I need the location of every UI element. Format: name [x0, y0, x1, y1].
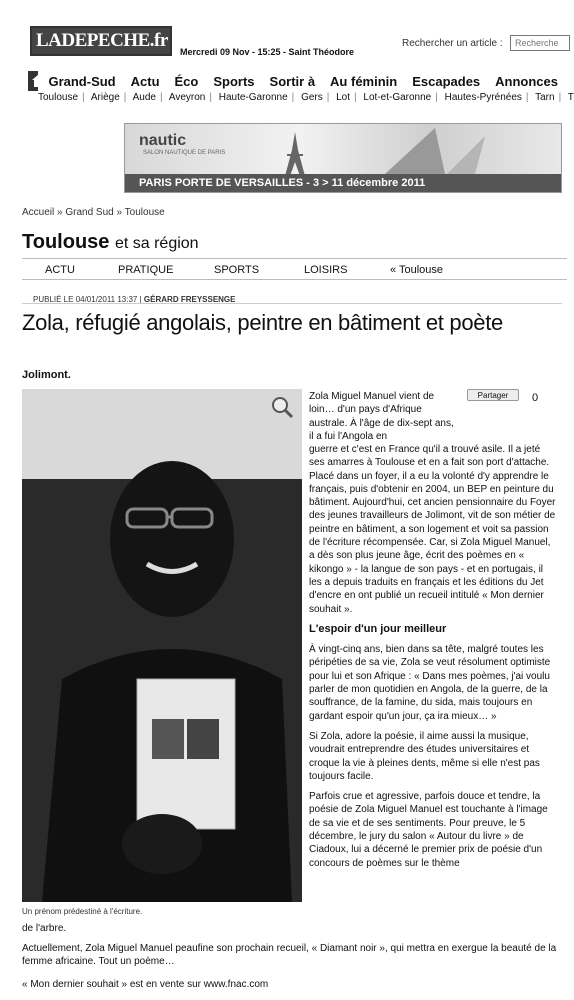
search-label: Rechercher un article : [402, 38, 503, 49]
subnav-item[interactable]: Aveyron [168, 92, 206, 103]
section-subtitle: et sa région [114, 235, 199, 252]
date-line: Mercredi 09 Nov - 15:25 - Saint Théodore [180, 47, 355, 57]
tab-sports[interactable]: SPORTS [214, 264, 260, 276]
tab-actu[interactable]: ACTU [45, 264, 75, 276]
article-column [309, 443, 557, 877]
subnav-item[interactable]: Ariège [90, 92, 120, 103]
share-count: 0 [532, 392, 539, 404]
nav-annonces[interactable]: Annonces [495, 73, 558, 89]
site-logo[interactable]: LADEPECHE.fr [30, 26, 172, 56]
paragraph: À vingt-cinq ans, bien dans sa tête, malgré toutes les péripéties de sa vie, Zola se veut résolument optimiste pour lui et son Afrique : « Dans mes poèmes, j'ai voulu parler de mon quotidien en Angola, de la guerre, de la souffrance, de la famine, du sida, mais toujours en gardant espoir qu'un jour, ça ira mieux… » [309, 644, 551, 722]
sailboat-icon [375, 126, 495, 176]
banner-brand: nautic [139, 132, 187, 149]
paragraph: de l'arbre. [22, 923, 67, 934]
article-title: Zola, réfugié angolais, peintre en bâtiment et poète [22, 310, 503, 335]
paragraph: guerre et c'est en France qu'il a trouvé asile. Il a jeté ses amarres à Toulouse et en a fait son port d'attache. Placé dans un foyer, il a eu la volonté d'y apprendre le français, puis d'obtenir en 2004, un BEP en peinture du bâtiment. Aujourd'hui, cet ancien pensionnaire du Foyer des jeunes travailleurs de Jolimont, vit de son métier de peintre en bâtiment, a son logement et voit sa passion de l'écriture récompensée. Car, si Zola Miguel Manuel, a dès son plus jeune âge, écrit des poèmes en « kikongo » - la langue de son pays - et en portugais, il les a depuis traduits en français et les éditions du Jet d'encre en ont publié un recueil intitulé « Mon dernier souhait ». [309, 444, 556, 615]
subnav-item[interactable]: Hautes-Pyrénées [444, 92, 522, 103]
breadcrumb[interactable]: Accueil » Grand Sud » Toulouse [22, 207, 165, 218]
subnav-item[interactable]: Haute-Garonne [218, 92, 288, 103]
tab-pratique[interactable]: PRATIQUE [118, 264, 174, 276]
search-input[interactable] [510, 35, 570, 51]
subnav-item[interactable]: Lot [336, 92, 351, 103]
section-tabs [22, 258, 567, 280]
author: GÉRARD FREYSSENGE [143, 295, 236, 304]
nav-escapades[interactable]: Escapades [412, 73, 481, 89]
sub-nav: Toulouse | Ariège | Aude | Aveyron | Haute-Garonne | Gers | Lot | Lot-et-Garonne | Hautes-Pyrénées | Tarn | T [38, 92, 574, 103]
subnav-item[interactable]: T [567, 92, 574, 103]
subnav-item[interactable]: Toulouse [38, 92, 79, 103]
tab-toulouse[interactable]: « Toulouse [390, 264, 444, 276]
section-title [22, 231, 199, 254]
eiffel-tower-icon [275, 132, 315, 177]
article-place: Jolimont. [22, 369, 71, 381]
section-title-main: Toulouse [22, 231, 110, 253]
home-icon[interactable] [28, 71, 38, 91]
nav-au-feminin[interactable]: Au féminin [330, 73, 398, 89]
ad-banner[interactable] [124, 123, 562, 193]
subnav-item[interactable]: Tarn [535, 92, 555, 103]
tab-loisirs[interactable]: LOISIRS [304, 264, 348, 276]
portrait-image [22, 389, 302, 902]
subnav-item[interactable]: Gers [301, 92, 323, 103]
subnav-item[interactable]: Lot-et-Garonne [363, 92, 432, 103]
paragraph: Actuellement, Zola Miguel Manuel peaufine son prochain recueil, « Diamant noir », qui mettra en exergue la beauté de la femme africaine. Tout un poème… [22, 943, 557, 968]
article-intro: Zola Miguel Manuel vient de loin… d'un pays d'Afrique australe. À l'âge de dix-sept ans, il a fui l'Angola en [309, 391, 454, 442]
article-photo[interactable] [22, 389, 302, 902]
paragraph: « Mon dernier souhait » est en vente sur www.fnac.com [22, 979, 269, 990]
paragraph: Parfois crue et agressive, parfois douce et tendre, la poésie de Zola Miguel Manuel est touchante à l'image de sa vie et de ses sentiments. Pour preuve, le 5 décembre, le jury du salon « Autour du livre » de Ciadoux, lui a décerné le premier prix de poésie d'un concours de poèmes sur le thème [309, 791, 548, 869]
nav-actu[interactable]: Actu [130, 73, 160, 89]
banner-brand-sub: SALON NAUTIQUE DE PARIS [143, 150, 226, 156]
nav-eco[interactable]: Éco [174, 73, 199, 89]
main-nav [28, 70, 573, 92]
share-button[interactable]: Partager [467, 389, 519, 401]
nav-sortir[interactable]: Sortir à [269, 73, 316, 89]
photo-caption: Un prénom prédestiné à l'écriture. [22, 907, 143, 916]
divider [22, 303, 562, 304]
zoom-icon[interactable] [270, 395, 294, 419]
nav-sports[interactable]: Sports [213, 73, 255, 89]
nav-grand-sud[interactable]: Grand-Sud [48, 73, 116, 89]
subnav-item[interactable]: Aude [132, 92, 156, 103]
published-date: PUBLIÉ LE 04/01/2011 13:37 | [33, 295, 142, 304]
paragraph: Si Zola, adore la poésie, il aime aussi la musique, voudrait entreprendre des études universitaires et croque la vie à pleines dents, même si elle n'est pas toujours facile. [309, 730, 540, 782]
banner-text: PARIS PORTE DE VERSAILLES - 3 > 11 décembre 2011 [125, 174, 561, 192]
article-subheading: L'espoir d'un jour meilleur [309, 622, 447, 635]
